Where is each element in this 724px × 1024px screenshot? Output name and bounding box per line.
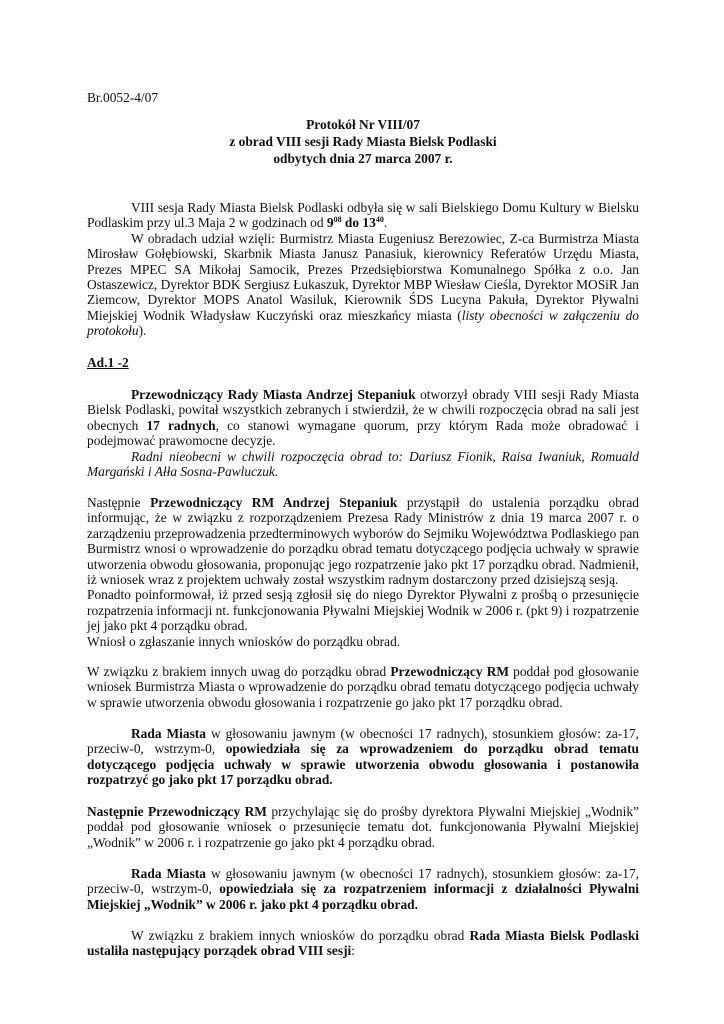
- vote-result-1-section: [87, 726, 639, 788]
- vote-result-2-paragraph: Rada Miasta w głosowaniu jawnym (w obecności 17 radnych), stosunkiem głosów: za-17, przeciw-0, wstrzym-0, opowiedziała się za rozpatrzeniem informacji z działalności Pływalni Miejskiej „Wodnik” w 2006 r. jako pkt 4 porządku obrad.: [87, 866, 639, 912]
- title-line-3: odbytych dnia 27 marca 2007 r.: [273, 151, 453, 166]
- intro-paragraph-2: W obradach udział wzięli: Burmistrz Miasta Eugeniusz Berezowiec, Z-ca Burmistrza Miasta Mirosław Gołębiowski, Skarbnik Miasta Janusz Panasiuk, kierownicy Referatów Urzędu Miasta, Prezes MPEC SA Mikołaj Samocik, Prezes Przedsiębiorstwa Komunalnego Spółka z o.o. Jan Ostaszewicz, Dyrektor BDK Sergiusz Łukaszuk, Dyrektor MBP Wiesław Cieśla, Dyrektor MOSiR Jan Ziemcow, Dyrektor MOPS Anatol Wasiluk, Kierownik ŚDS Lucyna Pakuła, Dyrektor Pływalni Miejskiej Wodnik Władysław Kuczyński oraz mieszkańcy miasta (listy obecności w załączeniu do protokołu).: [87, 230, 639, 339]
- opening-section: [87, 387, 639, 479]
- agenda-proposal-paragraph: Następnie Przewodniczący RM Andrzej Stepaniuk przystąpił do ustalenia porządku obrad informując, że w związku z rozporządzeniem Prezesa Rady Ministrów z dnia 19 marca 2007 r. o zarządzeniu przeprowadzenia przedterminowych wyborów do Sejmiku Województwa Podlaskiego pan Burmistrz wnosi o wprowadzenie do porządku obrad tematu dotyczącego podjęcia uchwały w sprawie utworzenia obwodu głosowania, proponując jego rozpatrzenie jako pkt 17 porządku obrad. Nadmienił, iż wniosek wraz z projektem uchwały został wszystkim radnym dostarczony przed dzisiejszą sesją.: [87, 495, 640, 588]
- other-motions-paragraph: Wniosł o zgłaszanie innych wniosków do porządku obrad.: [87, 633, 401, 649]
- absent-councillors: Radni nieobecni w chwili rozpoczęcia obrad to: Dariusz Fionik, Raisa Iwaniuk, Romuald Margański i Ałła Sosna-Pawluczuk.: [87, 448, 639, 480]
- pool-request-paragraph: Ponadto poinformował, iż przed sesją zgłosił się do niego Dyrektor Pływalni z prośbą o przesunięcie rozpatrzenia informacji nt. funkcjonowania Pływalni Miejskiej Wodnik w 2006 r. (pkt 9) i rozpatrzenie jej jako pkt 4 porządku obrad.: [87, 587, 639, 634]
- agenda-proposal-section: [87, 495, 639, 649]
- vote-result-2-section: [87, 866, 639, 912]
- agenda-established-section: [87, 928, 639, 959]
- agenda-established-paragraph: W związku z brakiem innych wniosków do porządku obrad Rada Miasta Bielsk Podlaski ustaliła następujący porządek obrad VIII sesji:: [87, 928, 640, 959]
- intro-paragraph-1: VIII sesja Rady Miasta Bielsk Podlaski odbyła się w sali Bielskiego Domu Kultury w Bielsku Podlaskim przy ul.3 Maja 2 w godzinach od $9^{08}$ do $13^{40}$.: [87, 200, 639, 231]
- document-title: [87, 116, 639, 167]
- vote-result-1-paragraph: Rada Miasta w głosowaniu jawnym (w obecności 17 radnych), stosunkiem głosów: za-17, przeciw-0, wstrzym-0, opowiedziała się za wprowadzeniem do porządku obrad tematu dotyczącego podjęcia uchwały w sprawie utworzenia obwodu głosowania i postanowiła rozpatrzyć go jako pkt 17 porządku obrad.: [87, 726, 639, 788]
- pool-motion-paragraph: Następnie Przewodniczący RM przychylając się do prośby dyrektora Pływalni Miejskiej „Wodnik” poddał pod głosowanie wniosek o przesunięcie tematu dot. funkcjonowania Pływalni Miejskiej „Wodnik” w 2006 r. i rozpatrzenie go jako pkt 4 porządku obrad.: [87, 804, 639, 850]
- vote-proposal-section: [87, 664, 639, 710]
- opening-paragraph: Przewodniczący Rady Miasta Andrzej Stepaniuk otworzył obrady VIII sesji Rady Miasta Bielsk Podlaski, powitał wszystkich zebranych i stwierdził, że w chwili rozpoczęcia obrad na sali jest obecnych 17 radnych, co stanowi wymagane quorum, przy którym Rada może obradować i podejmować prawomocne decyzje.: [87, 387, 640, 449]
- vote-proposal-paragraph: W związku z brakiem innych uwag do porządku obrad Przewodniczący RM poddał pod głosowanie wniosek Burmistrza Miasta o wprowadzenie do porządku obrad tematu dotyczącego podjęcia uchwały w sprawie utworzenia obwodu głosowania i rozpatrzenie go jako pkt 17 porządku obrad.: [87, 664, 639, 710]
- intro-section: [87, 200, 639, 339]
- section-heading: Ad.1 -2: [87, 355, 129, 370]
- title-line-1: Protokół Nr VIII/07: [306, 117, 420, 132]
- reference-number: Br.0052-4/07: [87, 90, 159, 105]
- title-line-2: z obrad VIII sesji Rady Miasta Bielsk Podlaski: [229, 134, 497, 149]
- pool-motion-section: [87, 804, 639, 850]
